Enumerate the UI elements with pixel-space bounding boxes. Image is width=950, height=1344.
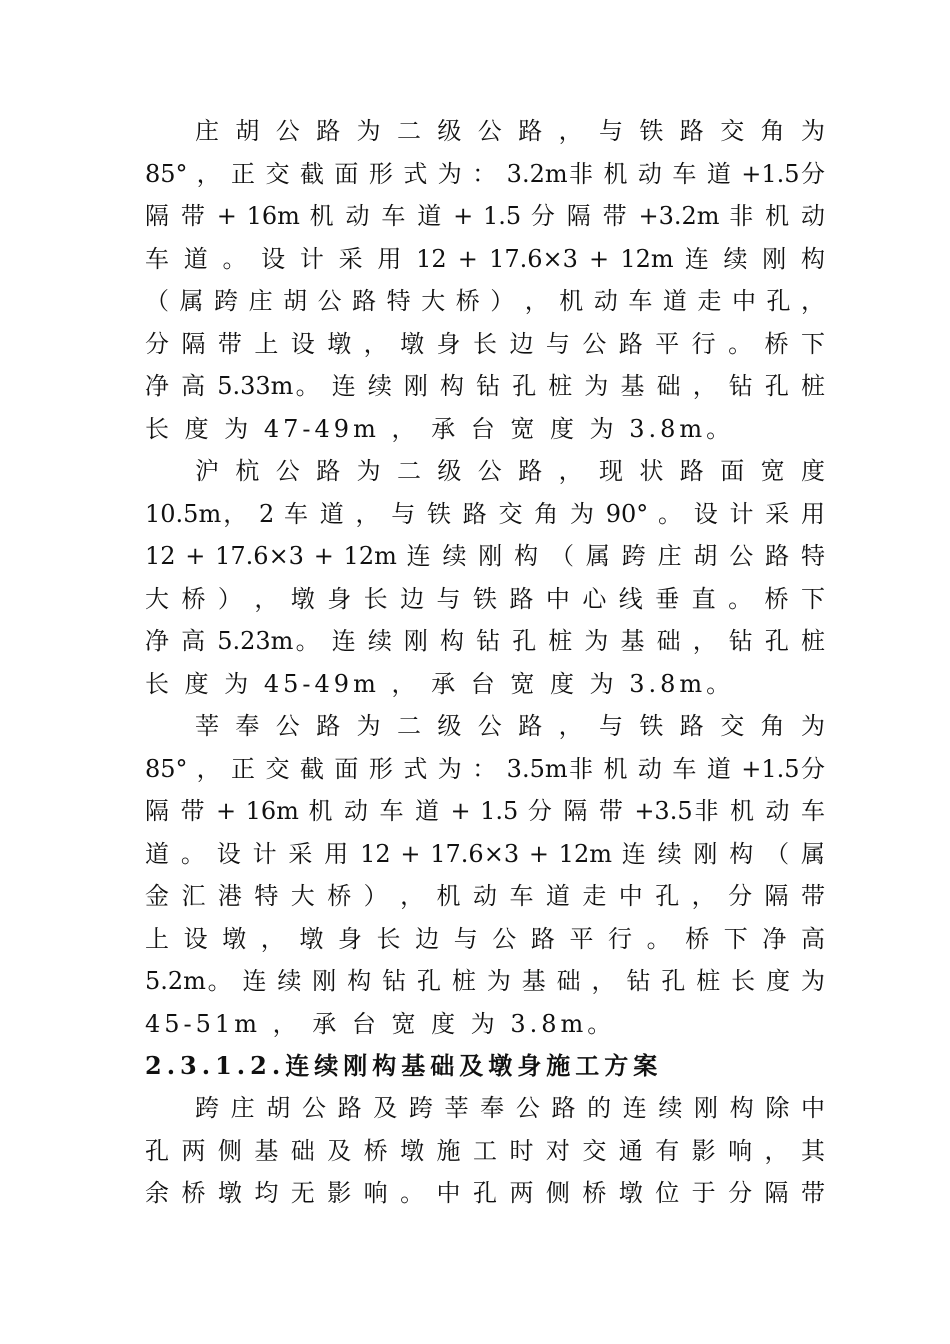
- text-line: 余 桥 墩 均 无 影 响 。 中 孔 两 侧 桥 墩 位 于 分 隔 带: [145, 1179, 825, 1207]
- paragraph-xinfeng-road: [145, 705, 825, 1045]
- text-line: 道 。 设 计 采 用 12 + 17.6×3 + 12m 连 续 刚 构 （ 属: [145, 839, 825, 868]
- text-line: 长 度 为 47-49m ， 承 台 宽 度 为 3.8m。: [145, 414, 735, 443]
- text-line: 上 设 墩 ， 墩 身 长 边 与 公 路 平 行 。 桥 下 净 高: [145, 924, 825, 953]
- text-line: 隔 带 + 16m 机 动 车 道 + 1.5 分 隔 带 +3.2m 非 机 动: [145, 202, 825, 230]
- text-line: 隔 带 + 16m 机 动 车 道 + 1.5 分 隔 带 +3.5非 机 动 车: [145, 797, 825, 825]
- text-line: 沪 杭 公 路 为 二 级 公 路 ， 现 状 路 面 宽 度: [195, 457, 825, 485]
- text-line: 跨 庄 胡 公 路 及 跨 莘 奉 公 路 的 连 续 刚 构 除 中: [195, 1094, 825, 1122]
- text-line: 庄 胡 公 路 为 二 级 公 路 ， 与 铁 路 交 角 为: [195, 117, 825, 145]
- text-line: 孔 两 侧 基 础 及 桥 墩 施 工 时 对 交 通 有 影 响 ， 其: [145, 1136, 825, 1165]
- text-line: 净 高 5.23m。 连 续 刚 构 钻 孔 桩 为 基 础 ， 钻 孔 桩: [145, 627, 825, 655]
- paragraph-construction-plan: [145, 1087, 825, 1215]
- text-line: 莘 奉 公 路 为 二 级 公 路 ， 与 铁 路 交 角 为: [195, 712, 825, 740]
- text-line: 5.2m。 连 续 刚 构 钻 孔 桩 为 基 础 ， 钻 孔 桩 长 度 为: [145, 967, 825, 995]
- text-line: 分 隔 带 上 设 墩 ， 墩 身 长 边 与 公 路 平 行 。 桥 下: [145, 329, 825, 358]
- text-line: 85° ， 正 交 截 面 形 式 为 ： 3.2m非 机 动 车 道 +1.5分: [145, 159, 825, 188]
- document-page: [145, 110, 825, 1215]
- paragraph-zhuanghu-road: [145, 110, 825, 450]
- paragraph-huhang-road: [145, 450, 825, 705]
- text-line: 净 高 5.33m。 连 续 刚 构 钻 孔 桩 为 基 础 ， 钻 孔 桩: [145, 372, 825, 400]
- text-line: 45-51m ， 承 台 宽 度 为 3.8m。: [145, 1009, 616, 1038]
- section-heading: 2.3.1.2.连续刚构基础及墩身施工方案: [145, 1051, 663, 1080]
- text-line: 车 道 。 设 计 采 用 12 + 17.6×3 + 12m 连 续 刚 构: [145, 244, 825, 273]
- text-line: 12 + 17.6×3 + 12m 连 续 刚 构 （ 属 跨 庄 胡 公 路 特: [145, 542, 825, 570]
- text-line: 85° ， 正 交 截 面 形 式 为 ： 3.5m非 机 动 车 道 +1.5分: [145, 754, 825, 783]
- text-line: 长 度 为 45-49m ， 承 台 宽 度 为 3.8m。: [145, 669, 735, 698]
- text-line: 10.5m， 2 车 道 ， 与 铁 路 交 角 为 90° 。 设 计 采 用: [145, 499, 825, 528]
- text-line: 金 汇 港 特 大 桥 ） ， 机 动 车 道 走 中 孔 ， 分 隔 带: [145, 882, 825, 910]
- text-line: 大 桥 ） ， 墩 身 长 边 与 铁 路 中 心 线 垂 直 。 桥 下: [145, 584, 825, 613]
- text-line: （ 属 跨 庄 胡 公 路 特 大 桥 ） ， 机 动 车 道 走 中 孔 ，: [145, 287, 825, 315]
